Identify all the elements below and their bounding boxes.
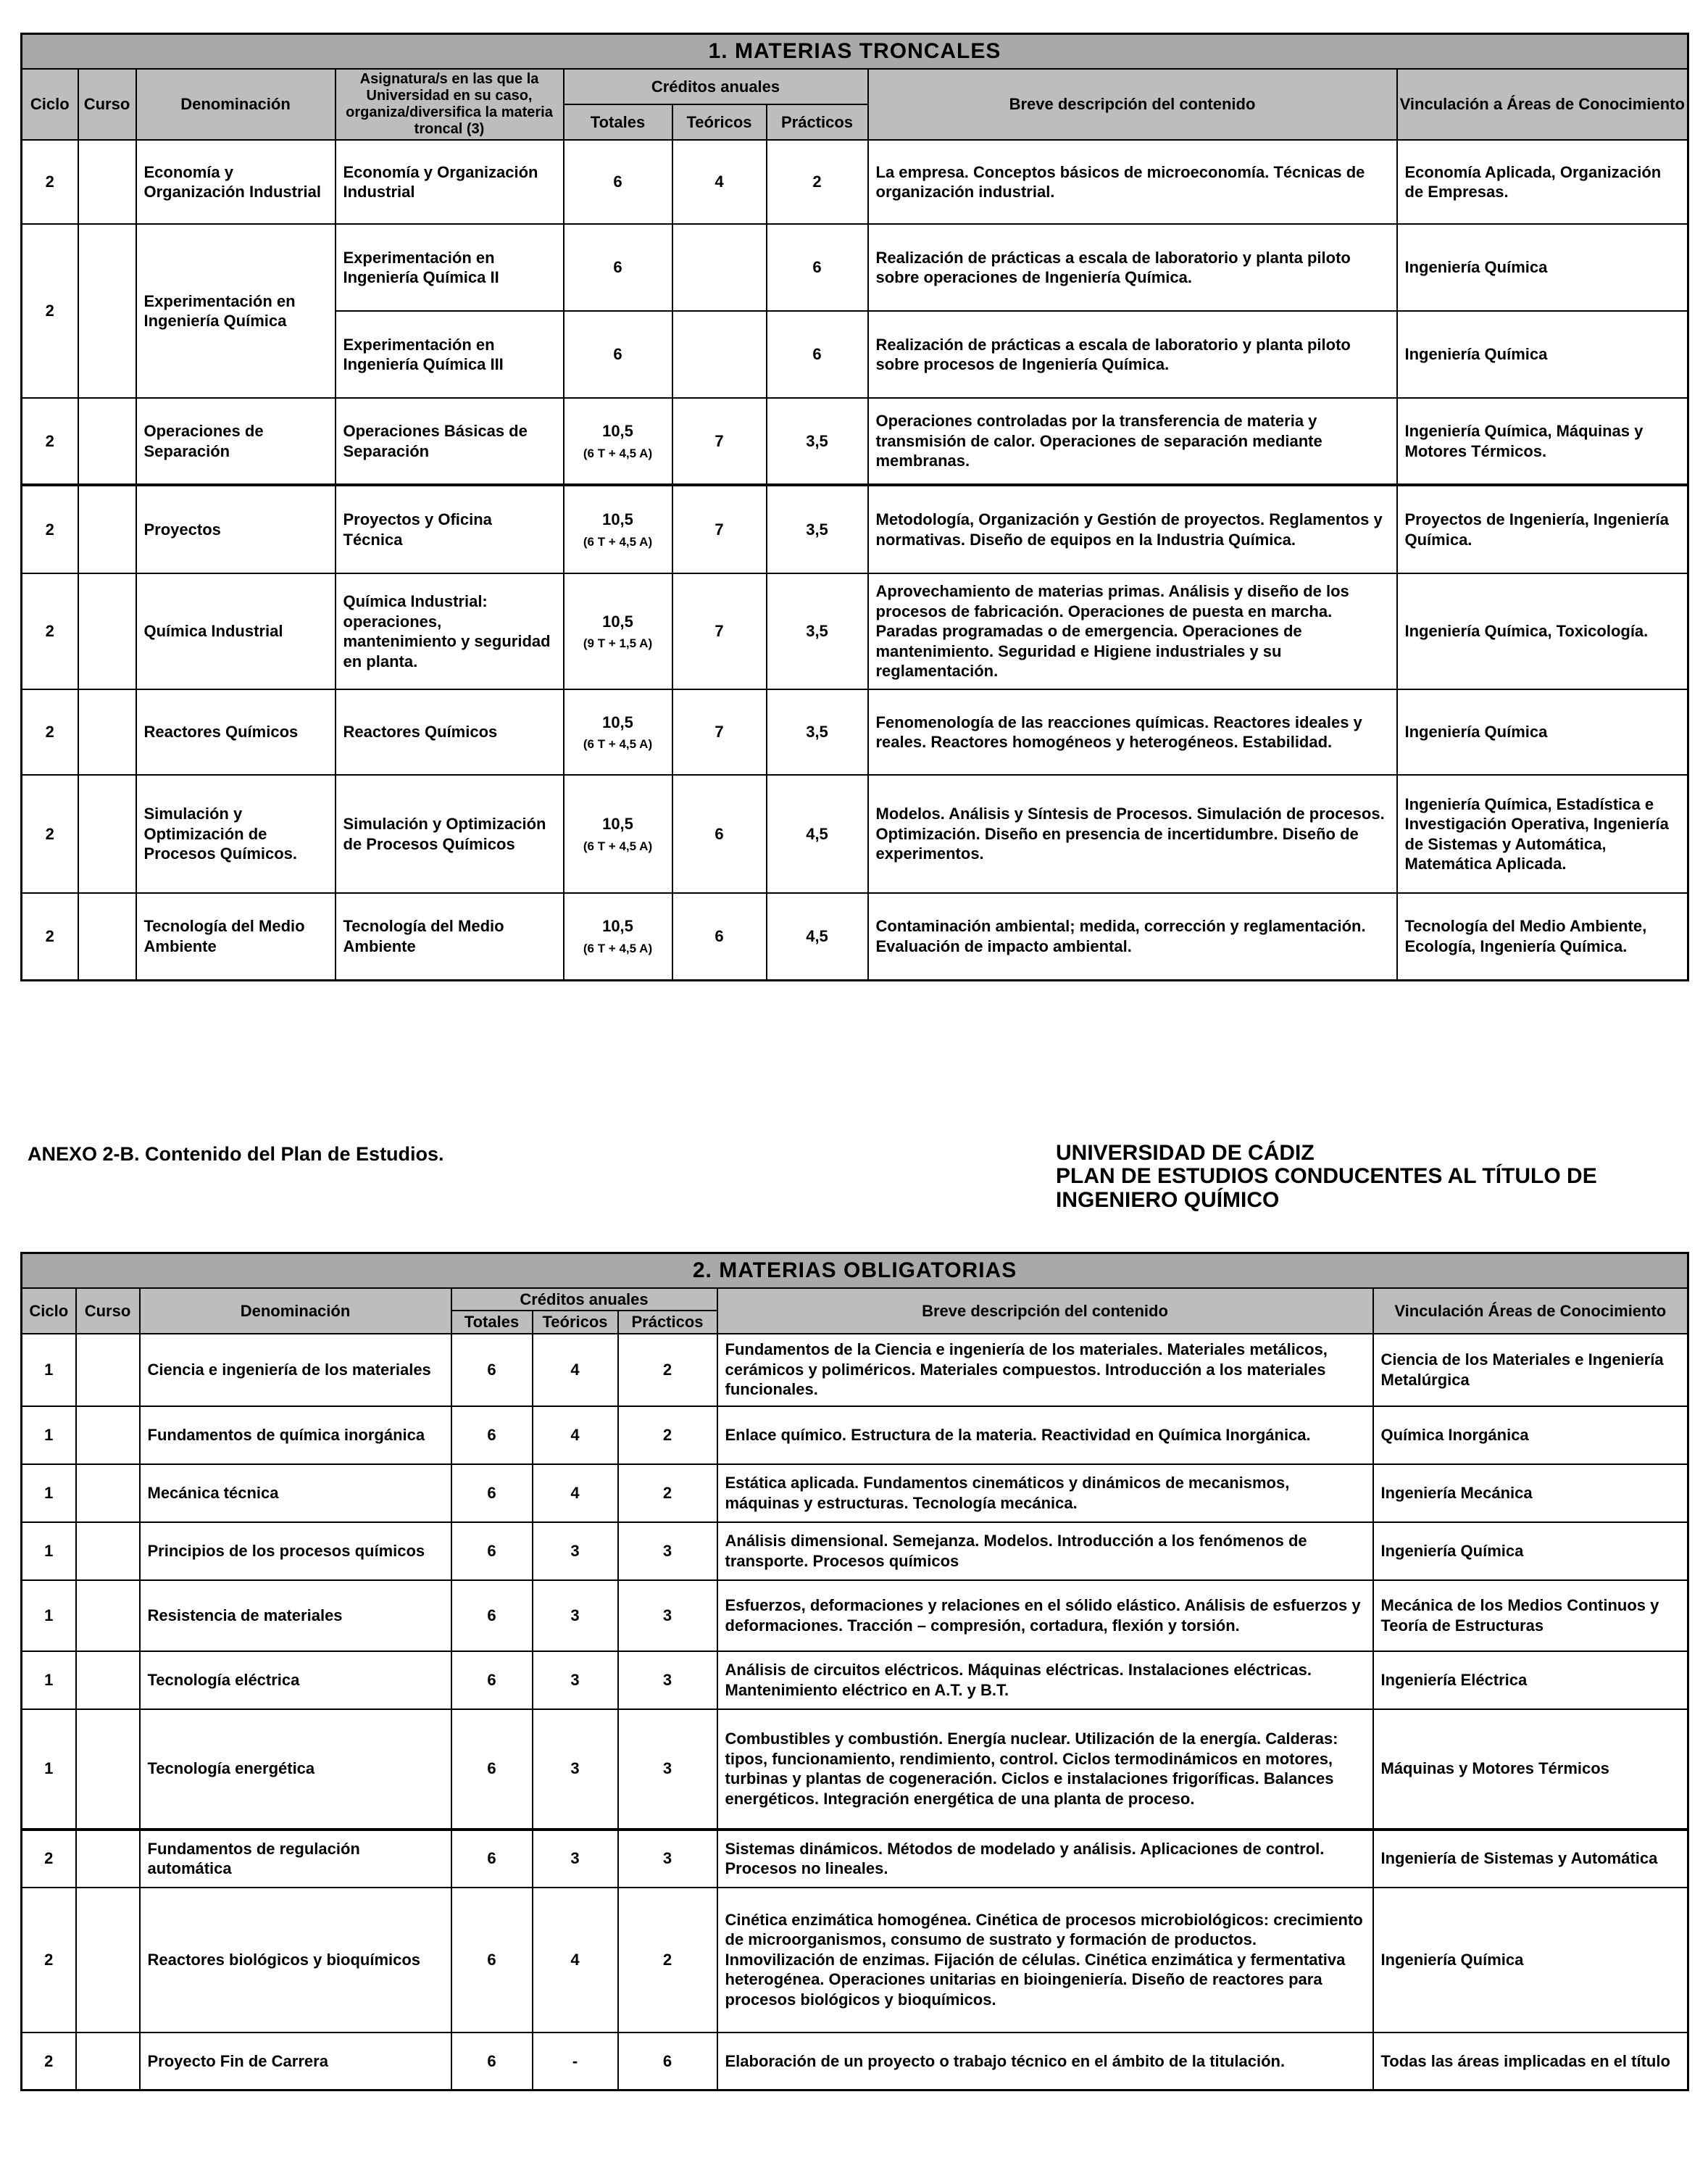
cell-totales bbox=[564, 893, 672, 980]
totales-sub: (6 T + 4,5 A) bbox=[583, 737, 653, 752]
university-name: UNIVERSIDAD DE CÁDIZ bbox=[1056, 1141, 1315, 1165]
table-row bbox=[22, 893, 1688, 980]
cell-totales: 6 bbox=[451, 1651, 533, 1709]
cell-ciclo: 2 bbox=[22, 573, 78, 689]
totales-sub: (6 T + 4,5 A) bbox=[583, 446, 653, 460]
cell-asignatura: Experimentación en Ingeniería Química III bbox=[336, 311, 564, 398]
cell-curso bbox=[76, 1406, 140, 1464]
cell-totales bbox=[564, 398, 672, 485]
cell-denominacion: Fundamentos de química inorgánica bbox=[140, 1406, 451, 1464]
header-teoricos: Teóricos bbox=[672, 104, 767, 140]
cell-descripcion: Análisis de circuitos eléctricos. Máquinas eléctricas. Instalaciones eléctricas. Mantenimiento eléctrico en A.T. y B.T. bbox=[717, 1651, 1373, 1709]
cell-descripcion: Cinética enzimática homogénea. Cinética de procesos microbiológicos: crecimiento de microorganismos, consumo de sustrato y formación de productos. Inmovilización de enzimas. Fijación de células. Cinética enzimática y fermentativa heterogénea. Operaciones unitarias en bioingeniería. Diseño de reactores para procesos biológicos y bioquímicos. bbox=[717, 1888, 1373, 2033]
obligatorias-title: 2. MATERIAS OBLIGATORIAS bbox=[22, 1253, 1688, 1289]
cell-totales: 6 bbox=[451, 1464, 533, 1522]
header-ciclo: Ciclo bbox=[22, 69, 78, 140]
cell-denominacion: Experimentación en Ingeniería Química bbox=[136, 224, 336, 398]
cell-practicos: 3,5 bbox=[767, 485, 868, 573]
cell-descripcion: Estática aplicada. Fundamentos cinemáticos y dinámicos de mecanismos, máquinas y estructuras. Tecnología mecánica. bbox=[717, 1464, 1373, 1522]
cell-curso bbox=[76, 1522, 140, 1580]
cell-teoricos: 4 bbox=[533, 1888, 618, 2033]
cell-vinculacion: Ingeniería Química bbox=[1373, 1522, 1688, 1580]
totales-sub: (6 T + 4,5 A) bbox=[583, 534, 653, 549]
cell-vinculacion: Ingeniería Eléctrica bbox=[1373, 1651, 1688, 1709]
header-practicos: Prácticos bbox=[618, 1311, 717, 1333]
cell-vinculacion: Ingeniería Química bbox=[1397, 689, 1688, 775]
cell-teoricos bbox=[672, 311, 767, 398]
cell-teoricos: 4 bbox=[672, 140, 767, 224]
table-row bbox=[22, 224, 1688, 311]
cell-ciclo: 2 bbox=[22, 893, 78, 980]
totales-sub: (9 T + 1,5 A) bbox=[583, 636, 653, 651]
totales-value: 10,5 bbox=[602, 917, 633, 936]
table-row bbox=[22, 398, 1688, 485]
cell-totales: 6 bbox=[564, 311, 672, 398]
cell-curso bbox=[76, 1888, 140, 2033]
cell-totales bbox=[564, 485, 672, 573]
cell-descripcion: Operaciones controladas por la transferencia de materia y transmisión de calor. Operaciones de separación mediante membranas. bbox=[868, 398, 1397, 485]
totales-sub: (6 T + 4,5 A) bbox=[583, 839, 653, 853]
cell-totales: 6 bbox=[564, 224, 672, 311]
header-asignatura: Asignatura/s en las que la Universidad en su caso, organiza/diversifica la materia troncal (3) bbox=[336, 69, 564, 140]
cell-descripcion: Aprovechamiento de materias primas. Análisis y diseño de los procesos de fabricación. Operaciones de puesta en marcha. Paradas programadas o de emergencia. Operaciones de mantenimiento. Seguridad e Higiene industriales y su reglamentación. bbox=[868, 573, 1397, 689]
cell-denominacion: Reactores biológicos y bioquímicos bbox=[140, 1888, 451, 2033]
table-row bbox=[22, 1651, 1688, 1709]
cell-descripcion: Modelos. Análisis y Síntesis de Procesos. Simulación de procesos. Optimización. Diseño en presencia de incertidumbre. Diseño de experimentos. bbox=[868, 775, 1397, 893]
cell-curso bbox=[76, 1580, 140, 1651]
cell-ciclo: 2 bbox=[22, 224, 78, 398]
cell-curso bbox=[78, 398, 136, 485]
cell-curso bbox=[78, 485, 136, 573]
cell-asignatura: Simulación y Optimización de Procesos Químicos bbox=[336, 775, 564, 893]
header-creditos: Créditos anuales bbox=[564, 69, 868, 104]
cell-practicos: 3 bbox=[618, 1830, 717, 1888]
cell-descripcion: Sistemas dinámicos. Métodos de modelado y análisis. Aplicaciones de control. Procesos no lineales. bbox=[717, 1830, 1373, 1888]
cell-curso bbox=[76, 1334, 140, 1406]
cell-denominacion: Química Industrial bbox=[136, 573, 336, 689]
cell-curso bbox=[78, 140, 136, 224]
cell-asignatura: Reactores Químicos bbox=[336, 689, 564, 775]
cell-ciclo: 2 bbox=[22, 689, 78, 775]
cell-practicos: 2 bbox=[618, 1464, 717, 1522]
cell-denominacion: Proyectos bbox=[136, 485, 336, 573]
totales-value: 10,5 bbox=[602, 815, 633, 834]
cell-denominacion: Simulación y Optimización de Procesos Químicos. bbox=[136, 775, 336, 893]
cell-ciclo: 2 bbox=[22, 775, 78, 893]
table-row bbox=[22, 1522, 1688, 1580]
cell-descripcion: Análisis dimensional. Semejanza. Modelos. Introducción a los fenómenos de transporte. Procesos químicos bbox=[717, 1522, 1373, 1580]
cell-curso bbox=[78, 893, 136, 980]
cell-descripcion: La empresa. Conceptos básicos de microeconomía. Técnicas de organización industrial. bbox=[868, 140, 1397, 224]
cell-ciclo: 2 bbox=[22, 140, 78, 224]
cell-practicos: 3,5 bbox=[767, 573, 868, 689]
header-denominacion: Denominación bbox=[140, 1288, 451, 1334]
cell-totales: 6 bbox=[451, 1334, 533, 1406]
cell-teoricos: 3 bbox=[533, 1709, 618, 1830]
totales-value: 10,5 bbox=[602, 422, 633, 441]
table-row bbox=[22, 573, 1688, 689]
cell-curso bbox=[76, 1464, 140, 1522]
degree-title: INGENIERO QUÍMICO bbox=[1056, 1187, 1280, 1212]
cell-asignatura: Tecnología del Medio Ambiente bbox=[336, 893, 564, 980]
cell-curso bbox=[76, 1709, 140, 1830]
header-denominacion: Denominación bbox=[136, 69, 336, 140]
cell-curso bbox=[76, 1830, 140, 1888]
cell-practicos: 2 bbox=[767, 140, 868, 224]
cell-vinculacion: Ingeniería Química, Estadística e Investigación Operativa, Ingeniería de Sistemas y Automática, Matemática Aplicada. bbox=[1397, 775, 1688, 893]
cell-totales: 6 bbox=[451, 1709, 533, 1830]
header-descripcion: Breve descripción del contenido bbox=[868, 69, 1397, 140]
header-ciclo: Ciclo bbox=[22, 1288, 76, 1334]
totales-value: 10,5 bbox=[602, 612, 633, 631]
cell-denominacion: Reactores Químicos bbox=[136, 689, 336, 775]
cell-vinculacion: Ingeniería Química bbox=[1397, 311, 1688, 398]
cell-denominacion: Proyecto Fin de Carrera bbox=[140, 2033, 451, 2090]
cell-teoricos: 6 bbox=[672, 893, 767, 980]
cell-asignatura: Experimentación en Ingeniería Química II bbox=[336, 224, 564, 311]
cell-denominacion: Mecánica técnica bbox=[140, 1464, 451, 1522]
cell-teoricos: 7 bbox=[672, 573, 767, 689]
cell-practicos: 3 bbox=[618, 1709, 717, 1830]
cell-denominacion: Tecnología eléctrica bbox=[140, 1651, 451, 1709]
table-row bbox=[22, 1709, 1688, 1830]
cell-teoricos: 6 bbox=[672, 775, 767, 893]
cell-denominacion: Fundamentos de regulación automática bbox=[140, 1830, 451, 1888]
cell-totales: 6 bbox=[564, 140, 672, 224]
cell-teoricos: 3 bbox=[533, 1580, 618, 1651]
cell-descripcion: Realización de prácticas a escala de laboratorio y planta piloto sobre procesos de Ingeniería Química. bbox=[868, 311, 1397, 398]
troncales-table bbox=[20, 33, 1689, 981]
cell-teoricos: 4 bbox=[533, 1464, 618, 1522]
cell-practicos: 6 bbox=[767, 311, 868, 398]
cell-ciclo: 1 bbox=[22, 1651, 76, 1709]
cell-ciclo: 1 bbox=[22, 1522, 76, 1580]
cell-vinculacion: Economía Aplicada, Organización de Empresas. bbox=[1397, 140, 1688, 224]
cell-practicos: 3,5 bbox=[767, 689, 868, 775]
table-row bbox=[22, 140, 1688, 224]
cell-curso bbox=[78, 689, 136, 775]
cell-curso bbox=[78, 573, 136, 689]
table-row bbox=[22, 1406, 1688, 1464]
cell-totales: 6 bbox=[451, 1406, 533, 1464]
cell-descripcion: Realización de prácticas a escala de laboratorio y planta piloto sobre operaciones de Ingeniería Química. bbox=[868, 224, 1397, 311]
table-row bbox=[22, 1888, 1688, 2033]
obligatorias-table bbox=[20, 1252, 1689, 2091]
cell-vinculacion: Mecánica de los Medios Continuos y Teoría de Estructuras bbox=[1373, 1580, 1688, 1651]
cell-practicos: 3 bbox=[618, 1580, 717, 1651]
cell-ciclo: 2 bbox=[22, 485, 78, 573]
cell-ciclo: 2 bbox=[22, 1888, 76, 2033]
cell-vinculacion: Todas las áreas implicadas en el título bbox=[1373, 2033, 1688, 2090]
cell-practicos: 2 bbox=[618, 1334, 717, 1406]
troncales-title: 1. MATERIAS TRONCALES bbox=[22, 34, 1688, 70]
header-practicos: Prácticos bbox=[767, 104, 868, 140]
cell-teoricos: - bbox=[533, 2033, 618, 2090]
cell-totales: 6 bbox=[451, 2033, 533, 2090]
table-row bbox=[22, 1464, 1688, 1522]
cell-practicos: 4,5 bbox=[767, 893, 868, 980]
cell-vinculacion: Ciencia de los Materiales e Ingeniería Metalúrgica bbox=[1373, 1334, 1688, 1406]
table-row bbox=[22, 1580, 1688, 1651]
cell-totales bbox=[564, 573, 672, 689]
cell-totales bbox=[564, 775, 672, 893]
table-row bbox=[22, 2033, 1688, 2090]
university-heading bbox=[1056, 1142, 1597, 1212]
header-totales: Totales bbox=[564, 104, 672, 140]
cell-curso bbox=[76, 2033, 140, 2090]
cell-ciclo: 2 bbox=[22, 398, 78, 485]
cell-teoricos: 7 bbox=[672, 398, 767, 485]
header-vinculacion: Vinculación a Áreas de Conocimiento bbox=[1397, 69, 1688, 140]
cell-totales: 6 bbox=[451, 1522, 533, 1580]
cell-ciclo: 1 bbox=[22, 1464, 76, 1522]
header-curso: Curso bbox=[78, 69, 136, 140]
cell-curso bbox=[76, 1651, 140, 1709]
totales-value: 10,5 bbox=[602, 713, 633, 731]
cell-descripcion: Elaboración de un proyecto o trabajo técnico en el ámbito de la titulación. bbox=[717, 2033, 1373, 2090]
cell-totales: 6 bbox=[451, 1888, 533, 2033]
cell-teoricos: 7 bbox=[672, 689, 767, 775]
table-row bbox=[22, 775, 1688, 893]
cell-teoricos: 4 bbox=[533, 1406, 618, 1464]
cell-practicos: 4,5 bbox=[767, 775, 868, 893]
cell-ciclo: 1 bbox=[22, 1580, 76, 1651]
cell-vinculacion: Ingeniería Química, Toxicología. bbox=[1397, 573, 1688, 689]
cell-vinculacion: Máquinas y Motores Térmicos bbox=[1373, 1709, 1688, 1830]
cell-vinculacion: Ingeniería Química bbox=[1373, 1888, 1688, 2033]
cell-ciclo: 2 bbox=[22, 1830, 76, 1888]
cell-denominacion: Principios de los procesos químicos bbox=[140, 1522, 451, 1580]
header-creditos: Créditos anuales bbox=[451, 1288, 717, 1311]
cell-asignatura: Química Industrial: operaciones, mantenimiento y seguridad en planta. bbox=[336, 573, 564, 689]
cell-vinculacion: Química Inorgánica bbox=[1373, 1406, 1688, 1464]
header-vinculacion: Vinculación Áreas de Conocimiento bbox=[1373, 1288, 1688, 1334]
cell-teoricos: 7 bbox=[672, 485, 767, 573]
cell-totales bbox=[564, 689, 672, 775]
table-row bbox=[22, 1830, 1688, 1888]
header-descripcion: Breve descripción del contenido bbox=[717, 1288, 1373, 1334]
cell-vinculacion: Ingeniería Química bbox=[1397, 224, 1688, 311]
cell-totales: 6 bbox=[451, 1830, 533, 1888]
cell-ciclo: 1 bbox=[22, 1406, 76, 1464]
table-row bbox=[22, 485, 1688, 573]
cell-vinculacion: Ingeniería Mecánica bbox=[1373, 1464, 1688, 1522]
plan-title: PLAN DE ESTUDIOS CONDUCENTES AL TÍTULO DE bbox=[1056, 1164, 1597, 1189]
header-curso: Curso bbox=[76, 1288, 140, 1334]
cell-practicos: 6 bbox=[618, 2033, 717, 2090]
cell-asignatura: Operaciones Básicas de Separación bbox=[336, 398, 564, 485]
cell-vinculacion: Tecnología del Medio Ambiente, Ecología, Ingeniería Química. bbox=[1397, 893, 1688, 980]
cell-practicos: 3,5 bbox=[767, 398, 868, 485]
annex-title: ANEXO 2-B. Contenido del Plan de Estudios. bbox=[28, 1143, 444, 1165]
cell-teoricos: 3 bbox=[533, 1522, 618, 1580]
cell-practicos: 6 bbox=[767, 224, 868, 311]
cell-ciclo: 1 bbox=[22, 1334, 76, 1406]
cell-descripcion: Enlace químico. Estructura de la materia. Reactividad en Química Inorgánica. bbox=[717, 1406, 1373, 1464]
cell-teoricos: 3 bbox=[533, 1651, 618, 1709]
cell-vinculacion: Ingeniería de Sistemas y Automática bbox=[1373, 1830, 1688, 1888]
cell-asignatura: Proyectos y Oficina Técnica bbox=[336, 485, 564, 573]
cell-teoricos: 3 bbox=[533, 1830, 618, 1888]
cell-ciclo: 2 bbox=[22, 2033, 76, 2090]
cell-asignatura: Economía y Organización Industrial bbox=[336, 140, 564, 224]
cell-vinculacion: Proyectos de Ingeniería, Ingeniería Química. bbox=[1397, 485, 1688, 573]
cell-descripcion: Fenomenología de las reacciones químicas. Reactores ideales y reales. Reactores homogéneos y heterogéneos. Estabilidad. bbox=[868, 689, 1397, 775]
totales-value: 10,5 bbox=[602, 510, 633, 529]
table-row bbox=[22, 689, 1688, 775]
cell-curso bbox=[78, 775, 136, 893]
cell-teoricos: 4 bbox=[533, 1334, 618, 1406]
cell-curso bbox=[78, 224, 136, 398]
cell-descripcion: Metodología, Organización y Gestión de proyectos. Reglamentos y normativas. Diseño de equipos en la Industria Química. bbox=[868, 485, 1397, 573]
cell-descripcion: Esfuerzos, deformaciones y relaciones en el sólido elástico. Análisis de esfuerzos y deformaciones. Tracción – compresión, cortadura, flexión y torsión. bbox=[717, 1580, 1373, 1651]
header-teoricos: Teóricos bbox=[533, 1311, 618, 1333]
cell-denominacion: Operaciones de Separación bbox=[136, 398, 336, 485]
cell-denominacion: Resistencia de materiales bbox=[140, 1580, 451, 1651]
cell-vinculacion: Ingeniería Química, Máquinas y Motores Térmicos. bbox=[1397, 398, 1688, 485]
cell-ciclo: 1 bbox=[22, 1709, 76, 1830]
cell-descripcion: Fundamentos de la Ciencia e ingeniería de los materiales. Materiales metálicos, cerámicos y poliméricos. Materiales compuestos. Introducción a los materiales funcionales. bbox=[717, 1334, 1373, 1406]
cell-totales: 6 bbox=[451, 1580, 533, 1651]
cell-teoricos bbox=[672, 224, 767, 311]
cell-denominacion: Tecnología del Medio Ambiente bbox=[136, 893, 336, 980]
cell-practicos: 2 bbox=[618, 1406, 717, 1464]
cell-practicos: 3 bbox=[618, 1651, 717, 1709]
cell-denominacion: Tecnología energética bbox=[140, 1709, 451, 1830]
cell-descripcion: Combustibles y combustión. Energía nuclear. Utilización de la energía. Calderas: tipos, funcionamiento, rendimiento, control. Ciclos termodinámicos en motores, turbinas y plantas de cogeneración. Ciclos e instalaciones frigoríficas. Balances energéticos. Integración energética de una planta de proceso. bbox=[717, 1709, 1373, 1830]
cell-denominacion: Economía y Organización Industrial bbox=[136, 140, 336, 224]
cell-practicos: 2 bbox=[618, 1888, 717, 2033]
totales-sub: (6 T + 4,5 A) bbox=[583, 941, 653, 955]
cell-descripcion: Contaminación ambiental; medida, corrección y reglamentación. Evaluación de impacto ambiental. bbox=[868, 893, 1397, 980]
cell-practicos: 3 bbox=[618, 1522, 717, 1580]
cell-denominacion: Ciencia e ingeniería de los materiales bbox=[140, 1334, 451, 1406]
header-totales: Totales bbox=[451, 1311, 533, 1333]
table-row bbox=[22, 1334, 1688, 1406]
